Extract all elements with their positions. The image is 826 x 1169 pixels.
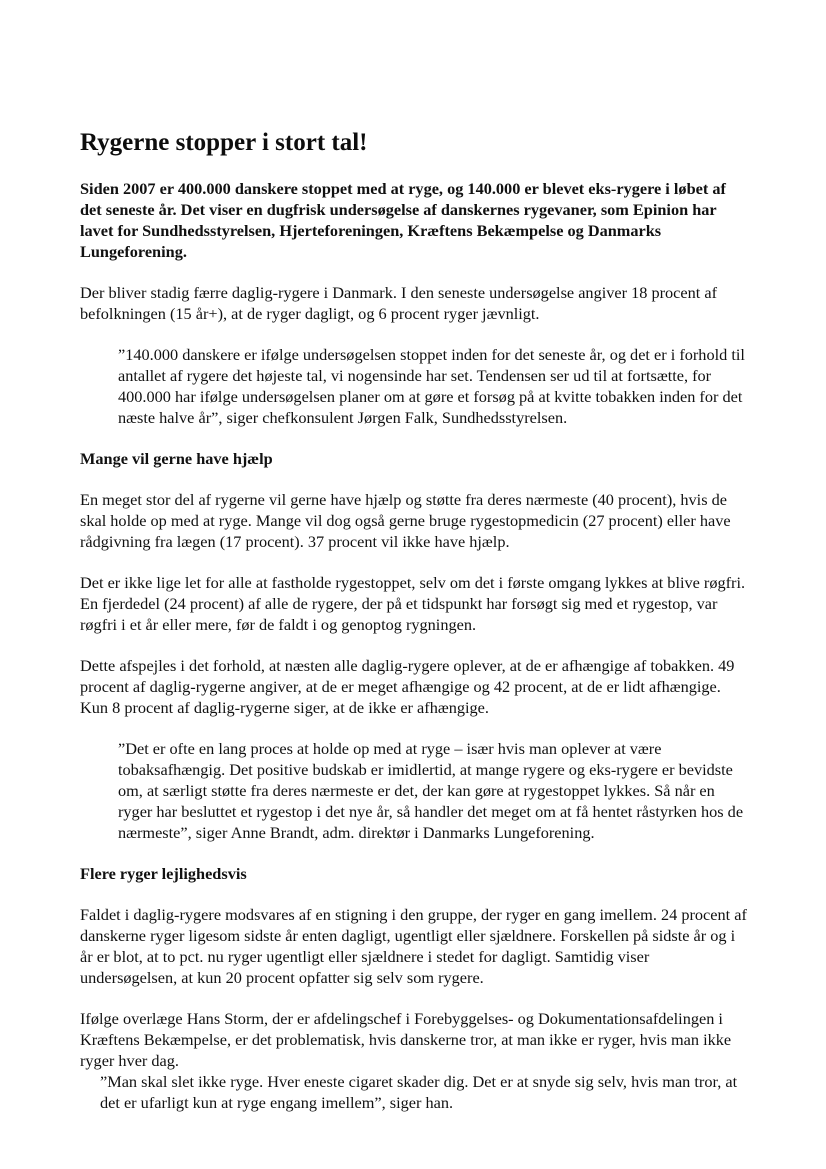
paragraph-occasional: Faldet i daglig-rygere modsvares af en stigning i den gruppe, der ryger en gang imellem. 24 procent af danskerne ryger ligesom sidste år enten dagligt, ugentligt eller sjældnere. Forskellen på sidste år og i år er blot, at to pct. nu ryger ugentligt eller sjældnere i stedet for dagligt. Samtidig viser undersøgelsen, at kun 20 procent opfatter sig selv som rygere. bbox=[80, 905, 747, 987]
section-heading-occasional: Flere ryger lejlighedsvis bbox=[80, 864, 247, 883]
quote-falk: ”140.000 danskere er ifølge undersøgelsen stoppet inden for det seneste år, og det er i forhold til antallet af rygere det højeste tal, vi nogensinde har set. Tendensen ser ud til at fortsætte, for 400.000 har ifølge undersøgelsen planer om at gøre et forsøg på at kvitte tobakken inden for det næste halve år”, siger chefkonsulent Jørgen Falk, Sundhedsstyrelsen. bbox=[118, 345, 745, 427]
paragraph-storm: Ifølge overlæge Hans Storm, der er afdelingschef i Forebyggelses- og Dokumentationsafdelingen i Kræftens Bekæmpelse, er det problematisk, hvis danskerne tror, at man ikke er ryger, hvis man ikke ryger hver dag. bbox=[80, 1009, 732, 1070]
lead-paragraph: Siden 2007 er 400.000 danskere stoppet med at ryge, og 140.000 er blevet eks-rygere i løbet af det seneste år. Det viser en dugfrisk undersøgelse af danskernes rygevaner, som Epinion har lavet for Sundhedsstyrelsen, Hjerteforeningen, Kræftens Bekæmpelse og Danmarks Lungeforening. bbox=[80, 179, 726, 261]
paragraph-dependence: Dette afspejles i det forhold, at næsten alle daglig-rygere oplever, at de er afhængige af tobakken. 49 procent af daglig-rygerne angiver, at de er meget afhængige og 42 procent, at de er lidt afhængige. Kun 8 procent af daglig-rygerne siger, at de ikke er afhængige. bbox=[80, 656, 735, 717]
document-page bbox=[80, 128, 750, 1133]
quote-brandt: ”Det er ofte en lang proces at holde op med at ryge – især hvis man oplever at være tobaksafhængig. Det positive budskab er imidlertid, at mange rygere og eks-rygere er bevidste om, at særligt støtte fra deres nærmeste er det, der kan gøre at rygestoppet lykkes. Så når en ryger har besluttet et rygestop i det nye år, så handler det meget om at få hentet råstyrken hos de nærmeste”, siger Anne Brandt, adm. direktør i Danmarks Lungeforening. bbox=[118, 739, 744, 842]
section-heading-help: Mange vil gerne have hjælp bbox=[80, 449, 273, 468]
page-title: Rygerne stopper i stort tal! bbox=[80, 129, 368, 156]
paragraph-relapse: Det er ikke lige let for alle at fastholde rygestoppet, selv om det i første omgang lykkes at blive røgfri. En fjerdedel (24 procent) af alle de rygere, der på et tidspunkt har forsøgt sig med et rygestop, var røgfri i et år eller mere, før de faldt i og genoptog rygningen. bbox=[80, 573, 746, 634]
quote-storm: ”Man skal slet ikke ryge. Hver eneste cigaret skader dig. Det er at snyde sig selv, hvis man tror, at det er ufarligt kun at ryge engang imellem”, siger han. bbox=[100, 1072, 738, 1112]
paragraph-help: En meget stor del af rygerne vil gerne have hjælp og støtte fra deres nærmeste (40 procent), hvis de skal holde op med at ryge. Mange vil dog også gerne bruge rygestopmedicin (27 procent) eller have rådgivning fra lægen (17 procent). 37 procent vil ikke have hjælp. bbox=[80, 490, 731, 551]
paragraph-intro: Der bliver stadig færre daglig-rygere i Danmark. I den seneste undersøgelse angiver 18 procent af befolkningen (15 år+), at de ryger dagligt, og 6 procent ryger jævnligt. bbox=[80, 283, 717, 323]
